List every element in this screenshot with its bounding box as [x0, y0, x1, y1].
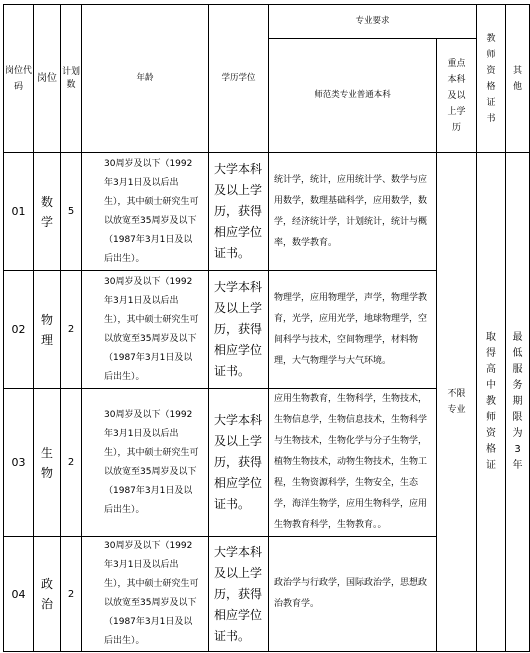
cell-code: 03 — [4, 389, 34, 537]
header-teacher-cert: 教师资格证书 — [477, 5, 506, 153]
cell-plan: 2 — [61, 537, 82, 652]
cell-code: 01 — [4, 153, 34, 271]
cell-age: 30周岁及以下（1992年3月1日及以后出生），其中硕士研究生可以放宽至35周岁及以下（1987年3月1日及以后出生）。 — [82, 153, 209, 271]
cell-position: 物理 — [34, 271, 61, 389]
header-code: 岗位代码 — [4, 5, 34, 153]
header-major-group: 专业要求 — [269, 5, 477, 39]
cell-major: 物理学，应用物理学，声学，物理学教育，光学，应用光学，地球物理学，空间科学与技术，空间物理学，材料物理，大气物理学与大气环境。 — [269, 271, 437, 389]
cell-position: 生物 — [34, 389, 61, 537]
header-key-university: 重点本科及以上学历 — [437, 39, 477, 153]
cell-code: 04 — [4, 537, 34, 652]
cell-code: 02 — [4, 271, 34, 389]
cell-age: 30周岁及以下（1992年3月1日及以后出生），其中硕士研究生可以放宽至35周岁及以下（1987年3月1日及以后出生）。 — [82, 271, 209, 389]
cell-major: 政治学与行政学，国际政治学，思想政治教育学。 — [269, 537, 437, 652]
header-age: 年龄 — [82, 5, 209, 153]
cell-education: 大学本科及以上学历，获得相应学位证书。 — [209, 537, 269, 652]
recruitment-table — [3, 4, 530, 652]
header-plan: 计划数 — [61, 5, 82, 153]
cell-age: 30周岁及以下（1992年3月1日及以后出生），其中硕士研究生可以放宽至35周岁及以下（1987年3月1日及以后出生）。 — [82, 389, 209, 537]
cell-teacher-cert: 取得高中教师资格证 — [477, 153, 506, 652]
header-major-general: 师范类专业普通本科 — [269, 39, 437, 153]
cell-education: 大学本科及以上学历，获得相应学位证书。 — [209, 153, 269, 271]
cell-age: 30周岁及以下（1992年3月1日及以后出生），其中硕士研究生可以放宽至35周岁及以下（1987年3月1日及以后出生）。 — [82, 537, 209, 652]
header-row-1 — [4, 5, 530, 39]
table-row — [4, 153, 530, 271]
cell-education: 大学本科及以上学历，获得相应学位证书。 — [209, 389, 269, 537]
cell-plan: 2 — [61, 389, 82, 537]
cell-position: 数学 — [34, 153, 61, 271]
header-other: 其他 — [506, 5, 530, 153]
cell-plan: 5 — [61, 153, 82, 271]
cell-position: 政治 — [34, 537, 61, 652]
header-position: 岗位 — [34, 5, 61, 153]
cell-key-university: 不限专业 — [437, 153, 477, 652]
header-education: 学历学位 — [209, 5, 269, 153]
cell-plan: 2 — [61, 271, 82, 389]
cell-major: 应用生物教育，生物科学，生物技术，生物信息学，生物信息技术，生物科学与生物技术，生物化学与分子生物学，植物生物技术，动物生物技术，生物工程，生物资源科学，生物安全，生态学，海洋生物学，应用生物科学，应用生物教育科学，生物教育。。 — [269, 389, 437, 537]
cell-education: 大学本科及以上学历，获得相应学位证书。 — [209, 271, 269, 389]
cell-major: 统计学，统计，应用统计学、数学与应用数学，数理基础科学，应用数学，数学，经济统计学，计划统计，统计与概率，数学教育。 — [269, 153, 437, 271]
cell-other: 最低服务期限为3年 — [506, 153, 530, 652]
